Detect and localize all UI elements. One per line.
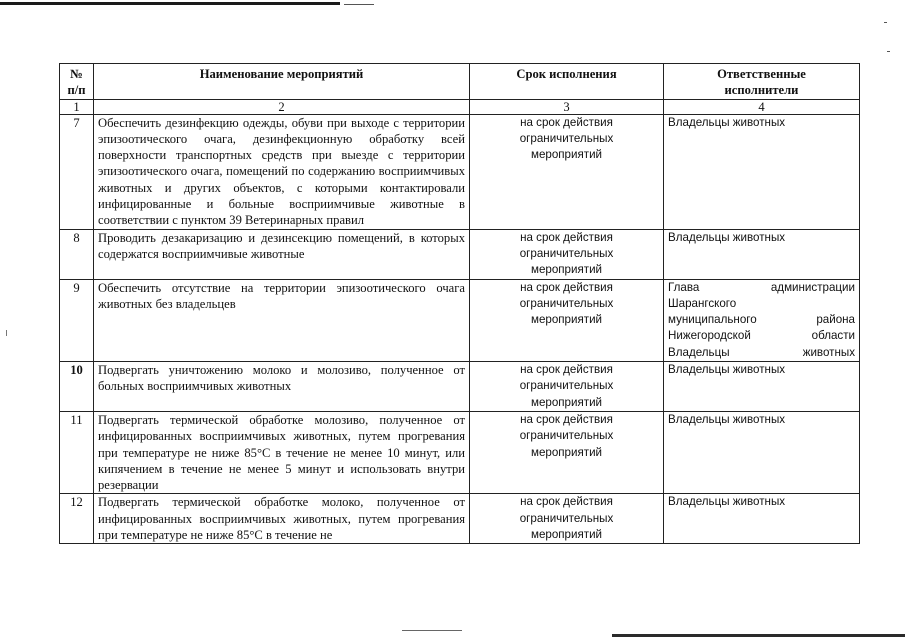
column-index: 1: [60, 99, 94, 114]
term-line: ограничительных: [519, 131, 614, 145]
row-number: 11: [60, 411, 94, 493]
scan-artifact-speck: [884, 22, 887, 23]
term-line: мероприятий: [530, 395, 603, 409]
term-line: ограничительных: [519, 379, 614, 393]
measure-responsible: [664, 279, 860, 361]
measure-term: [470, 279, 664, 361]
measure-name: Подвергать уничтожению молоко и молозиво, полученное от больных восприимчивых животных: [94, 362, 470, 412]
measure-responsible: [664, 494, 860, 544]
responsible-word: администрации: [770, 280, 855, 294]
row-number: 10: [60, 362, 94, 412]
responsible-line: Владельцы животных: [668, 363, 786, 377]
header-responsible: Ответственные исполнители: [664, 64, 860, 100]
measures-table: [59, 63, 860, 544]
table-row: [60, 362, 860, 412]
scan-artifact-top-dash: [344, 4, 374, 5]
responsible-line: Владельцы животных: [668, 230, 786, 244]
row-number: 7: [60, 114, 94, 229]
term-line: мероприятий: [530, 263, 603, 277]
responsible-word: животных: [802, 345, 855, 359]
term-line: на срок действия: [520, 230, 613, 244]
responsible-line: [668, 312, 855, 328]
row-number: 9: [60, 279, 94, 361]
responsible-word: Глава: [668, 280, 700, 294]
scan-artifact-speck: [887, 51, 890, 52]
term-line: на срок действия: [520, 495, 613, 509]
responsible-line: Владельцы животных: [668, 495, 786, 509]
responsible-word: муниципального: [668, 313, 757, 327]
term-line: на срок действия: [520, 363, 613, 377]
measure-responsible: [664, 411, 860, 493]
responsible-line: Шарангского: [668, 296, 737, 310]
responsible-word: области: [811, 329, 855, 343]
term-line: ограничительных: [519, 246, 614, 260]
responsible-word: района: [816, 313, 855, 327]
table-row: [60, 279, 860, 361]
term-line: мероприятий: [530, 445, 603, 459]
measure-term: [470, 229, 664, 279]
table-row: [60, 411, 860, 493]
table-row: [60, 114, 860, 229]
responsible-line: Владельцы животных: [668, 115, 786, 129]
column-index-row: [60, 99, 860, 114]
header-number: № п/п: [60, 64, 94, 100]
table-body: [60, 114, 860, 544]
row-number: 8: [60, 229, 94, 279]
measure-responsible: [664, 114, 860, 229]
header-name: Наименование мероприятий: [94, 64, 470, 100]
measure-name: Подвергать термической обработке молоко, полученное от инфицированных восприимчивых животных, путем прогревания при температуре не ниже 85°С в течение не: [94, 494, 470, 544]
measure-responsible: [664, 229, 860, 279]
measure-name: Проводить дезакаризацию и дезинсекцию помещений, в которых содержатся восприимчивые животные: [94, 229, 470, 279]
measure-term: [470, 114, 664, 229]
scan-artifact-speck: [6, 330, 7, 336]
header-term: Срок исполнения: [470, 64, 664, 100]
responsible-word: Нижегородской: [668, 329, 751, 343]
scan-artifact-top-line: [0, 2, 340, 5]
table-row: [60, 229, 860, 279]
table-header-row: [60, 64, 860, 100]
term-line: ограничительных: [519, 511, 614, 525]
responsible-word: Владельцы: [668, 345, 730, 359]
term-line: мероприятий: [530, 148, 603, 162]
measure-name: Подвергать термической обработке молозиво, полученное от инфицированных восприимчивых животных, путем прогревания при температуре не ниже 85°С в течение не менее 10 минут, или кипячением в течение не менее 5 минут и использовать внутри резервации: [94, 411, 470, 493]
term-line: ограничительных: [519, 429, 614, 443]
table-row: [60, 494, 860, 544]
term-line: на срок действия: [520, 115, 613, 129]
measure-term: [470, 411, 664, 493]
responsible-line: [668, 328, 855, 344]
term-line: мероприятий: [530, 528, 603, 542]
column-index: 4: [664, 99, 860, 114]
term-line: на срок действия: [520, 412, 613, 426]
column-index: 3: [470, 99, 664, 114]
measure-term: [470, 362, 664, 412]
scan-artifact-bottom-line: [612, 634, 905, 637]
measure-name: Обеспечить отсутствие на территории эпизоотического очага животных без владельцев: [94, 279, 470, 361]
term-line: мероприятий: [530, 313, 603, 327]
responsible-line: [668, 280, 855, 296]
term-line: ограничительных: [519, 296, 614, 310]
measure-term: [470, 494, 664, 544]
term-line: на срок действия: [520, 280, 613, 294]
measure-name: Обеспечить дезинфекцию одежды, обуви при выходе с территории эпизоотического очага, дезинфекционную обработку всей поверхности транспортных средств при выезде с территории эпизоотического очага, помещений по содержанию восприимчивых животных и других объектов, с которыми контактировали инфицированные и больные восприимчивые животные в соответствии с пунктом 39 Ветеринарных правил: [94, 114, 470, 229]
responsible-line: Владельцы животных: [668, 412, 786, 426]
column-index: 2: [94, 99, 470, 114]
row-number: 12: [60, 494, 94, 544]
measure-responsible: [664, 362, 860, 412]
scan-artifact-bottom-dash: [402, 630, 462, 631]
responsible-line: [668, 345, 855, 361]
